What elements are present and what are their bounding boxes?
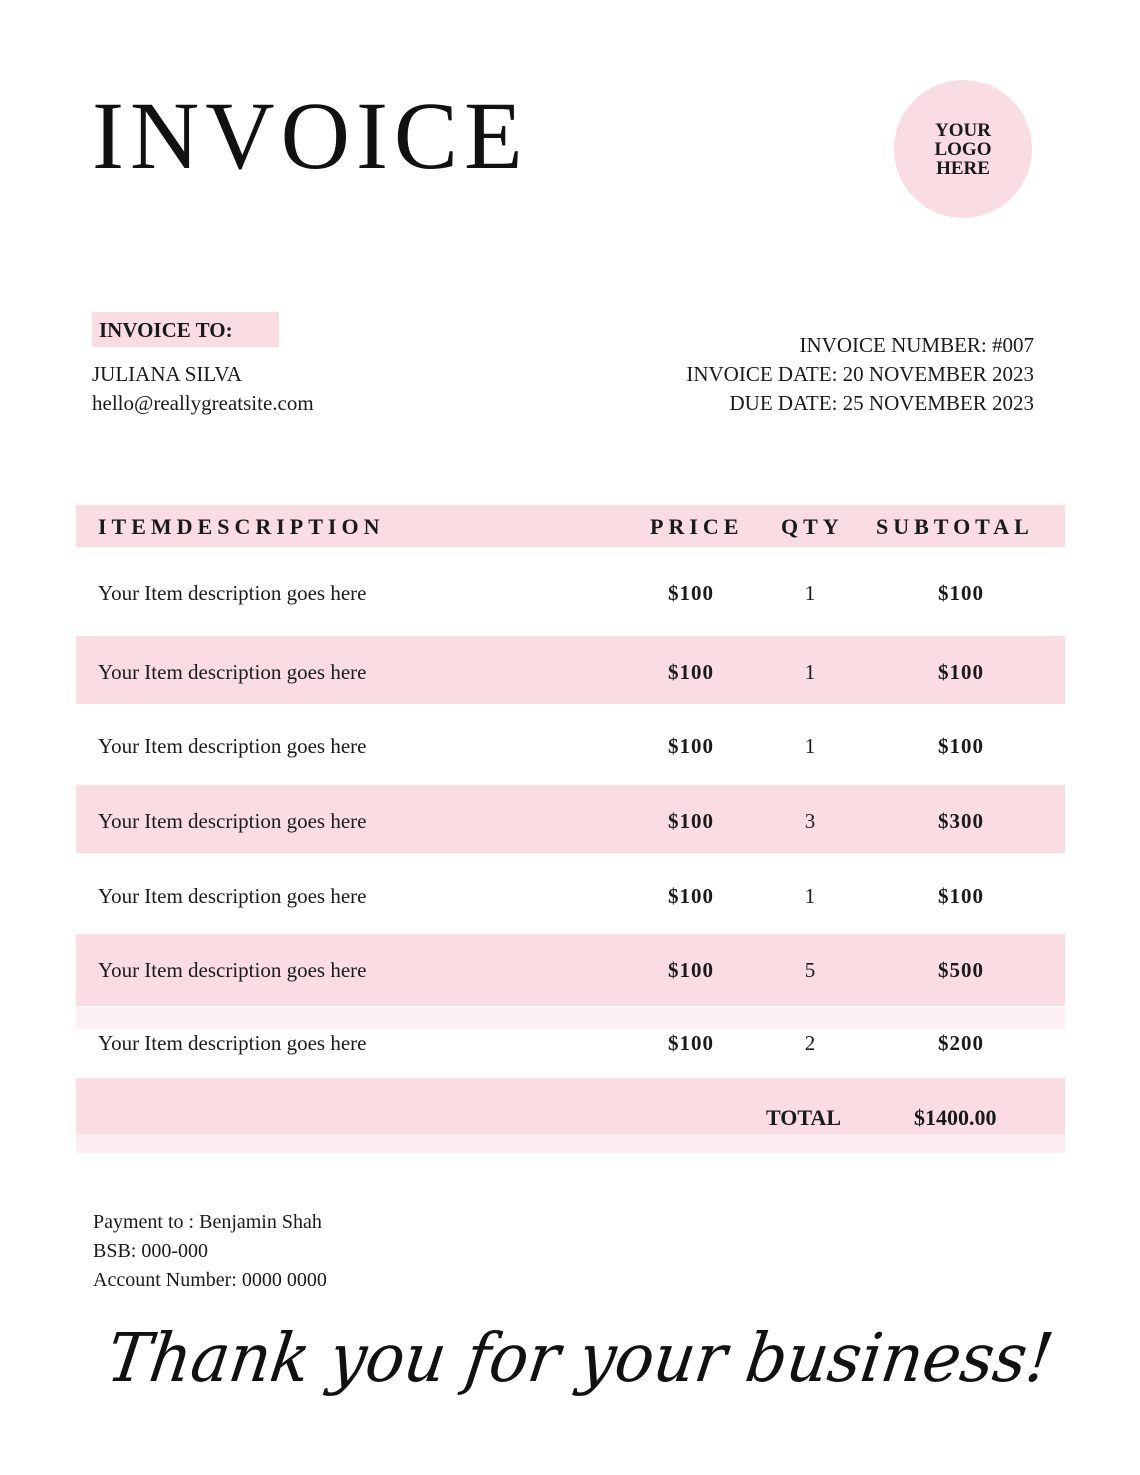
item-price: $100 (668, 734, 714, 758)
item-subtotal: $300 (938, 809, 984, 833)
header-qty: QTY (781, 514, 844, 539)
item-subtotal: $100 (938, 734, 984, 758)
payment-bsb: BSB: 000-000 (93, 1240, 209, 1262)
item-description: Your Item description goes here (98, 734, 367, 758)
item-qty: 1 (804, 581, 816, 605)
total-value: $1400.00 (914, 1105, 997, 1130)
item-description: Your Item description goes here (98, 581, 367, 605)
item-qty: 1 (804, 734, 816, 758)
header-subtotal: SUBTOTAL (876, 514, 1034, 539)
item-description: Your Item description goes here (98, 1031, 367, 1055)
item-description: Your Item description goes here (98, 660, 367, 684)
item-qty: 2 (804, 1031, 816, 1055)
table-row (76, 710, 1065, 778)
total-row (76, 1078, 1065, 1134)
total-row-bottom-band (76, 1134, 1065, 1153)
item-description: Your Item description goes here (98, 884, 367, 908)
table-row (76, 1007, 1065, 1075)
table-row (76, 557, 1065, 625)
header-price: PRICE (650, 514, 744, 539)
payment-to: Payment to : Benjamin Shah (93, 1211, 322, 1233)
table-row (76, 636, 1065, 704)
item-price: $100 (668, 1031, 714, 1055)
item-description: Your Item description goes here (98, 809, 367, 833)
table-header (76, 505, 1065, 547)
table-row (76, 860, 1065, 928)
logo-line-2: LOGO (934, 138, 992, 160)
invoice-date: INVOICE DATE: 20 NOVEMBER 2023 (686, 362, 1034, 386)
item-price: $100 (668, 958, 714, 982)
item-description: Your Item description goes here (98, 958, 367, 982)
item-price: $100 (668, 809, 714, 833)
payment-account-number: Account Number: 0000 0000 (93, 1269, 327, 1291)
item-subtotal: $500 (938, 958, 984, 982)
item-subtotal: $100 (938, 581, 984, 605)
logo-line-3: HERE (936, 157, 990, 179)
item-subtotal: $100 (938, 660, 984, 684)
due-date: DUE DATE: 25 NOVEMBER 2023 (729, 391, 1034, 415)
table-row (76, 785, 1065, 853)
invoice-to-label: INVOICE TO: (92, 312, 279, 347)
item-price: $100 (668, 884, 714, 908)
invoice-title: INVOICE (92, 82, 529, 189)
thank-you-message: Thank you for your business! (102, 1320, 1058, 1398)
item-subtotal: $100 (938, 884, 984, 908)
item-price: $100 (668, 660, 714, 684)
client-name: JULIANA SILVA (92, 362, 242, 386)
logo-line-1: YOUR (935, 119, 991, 141)
client-email: hello@reallygreatsite.com (92, 391, 314, 415)
header-description: ITEMDESCRIPTION (98, 514, 385, 539)
item-qty: 3 (804, 809, 816, 833)
item-subtotal: $200 (938, 1031, 984, 1055)
item-qty: 5 (804, 958, 816, 982)
item-qty: 1 (804, 884, 816, 908)
item-qty: 1 (804, 660, 816, 684)
logo-placeholder (894, 80, 1032, 218)
item-price: $100 (668, 581, 714, 605)
total-label: TOTAL (766, 1105, 841, 1130)
invoice-number: INVOICE NUMBER: #007 (799, 333, 1034, 357)
table-row (76, 934, 1065, 1006)
